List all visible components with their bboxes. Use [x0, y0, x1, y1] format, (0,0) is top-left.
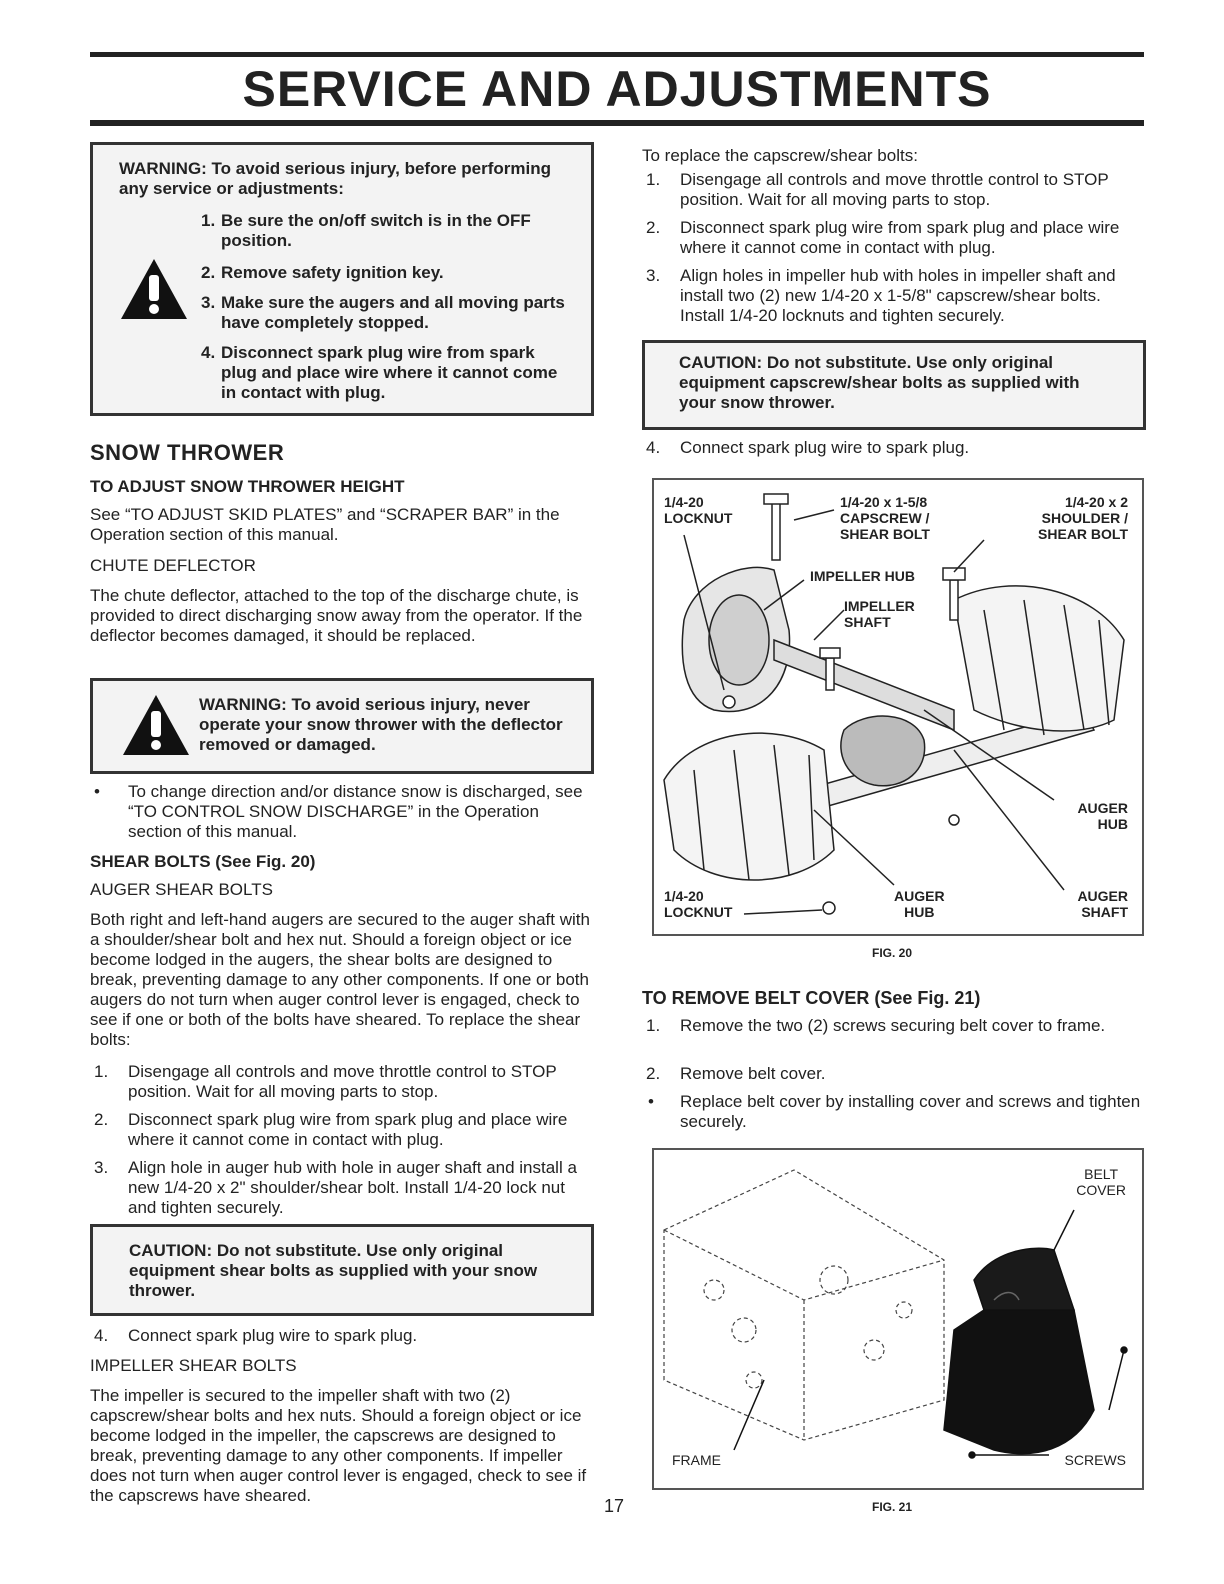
- label-screws: SCREWS: [1064, 1452, 1126, 1468]
- figure-20-caption: FIG. 20: [872, 946, 913, 960]
- impeller-auger-diagram: [654, 480, 1142, 934]
- label-locknut-top: 1/4-20 LOCKNUT: [664, 494, 733, 526]
- heading-shear-bolts: SHEAR BOLTS (See Fig. 20): [90, 852, 316, 871]
- heading-adjust-height: TO ADJUST SNOW THROWER HEIGHT: [90, 477, 405, 496]
- heading-remove-belt-cover: TO REMOVE BELT COVER (See Fig. 21): [642, 988, 981, 1008]
- subheading-impeller-shear-bolts: IMPELLER SHEAR BOLTS: [90, 1356, 297, 1375]
- auger-text: Both right and left-hand augers are secured to the auger shaft with a shoulder/shear bolt and hex nut. Should a foreign object or ice become lodged in the augers, the shear bolts are designed to break, preventing damage to any other components. If one or both augers do not turn when auger control lever is engaged, check to see if one or both of the bolts have sheared. To replace the shear bolts:: [90, 910, 590, 1049]
- label-capscrew: 1/4-20 x 1-5/8 CAPSCREW / SHEAR BOLT: [840, 494, 930, 542]
- label-locknut-bottom: 1/4-20 LOCKNUT: [664, 888, 733, 920]
- caution-box-shear: [90, 1224, 594, 1316]
- capscrew-intro: To replace the capscrew/shear bolts:: [642, 146, 918, 165]
- height-text: See “TO ADJUST SKID PLATES” and “SCRAPER BAR” in the Operation section of this manual.: [90, 505, 560, 544]
- caution-shear-text: CAUTION: Do not substitute. Use only original equipment shear bolts as supplied with your snow thrower.: [129, 1241, 538, 1300]
- warning-box-deflector: [90, 678, 594, 774]
- figure-20: [652, 478, 1144, 936]
- label-shoulder-bolt: 1/4-20 x 2 SHOULDER / SHEAR BOLT: [1038, 494, 1128, 542]
- impeller-text: The impeller is secured to the impeller shaft with two (2) capscrew/shear bolts and hex nuts. Should a foreign object or ice become lodged in the impeller, the capscrews are designed to break, preventing damage to any other components. If impeller does not turn when auger control lever is engaged, check to see if the capscrews have sheared.: [90, 1386, 587, 1505]
- warning-box-service: WARNING: To avoid serious injury, before performing any service or adjustments: 1. Be sure the on/off switch is in the OFF position. 2. Remove safety ignition key. 3. Make sure the augers and all moving parts have completely stopped. 4. Disconnect spark plug wire from spark plug and place wire where it cannot come in contact with plug.: [90, 142, 594, 416]
- section-heading-snow-thrower: SNOW THROWER: [90, 440, 285, 465]
- warning-icon: [121, 693, 191, 757]
- label-frame: FRAME: [672, 1452, 721, 1468]
- heading-chute-deflector: CHUTE DEFLECTOR: [90, 556, 256, 575]
- warning-deflector-text: WARNING: To avoid serious injury, never operate your snow thrower with the deflector removed or damaged.: [199, 695, 563, 754]
- belt-cover-diagram: [654, 1150, 1142, 1488]
- title-rule-bottom: [90, 120, 1144, 126]
- label-impeller-hub: IMPELLER HUB: [810, 568, 915, 584]
- warning-icon: [119, 257, 189, 321]
- figure-21: [652, 1148, 1144, 1490]
- label-belt-cover: BELT COVER: [1076, 1166, 1126, 1198]
- page-title: SERVICE AND ADJUSTMENTS: [242, 61, 992, 117]
- page-number: 17: [604, 1496, 625, 1516]
- label-auger-hub-right: AUGER HUB: [1077, 800, 1128, 832]
- label-auger-shaft: AUGER SHAFT: [1077, 888, 1128, 920]
- figure-21-caption: FIG. 21: [872, 1500, 913, 1514]
- warning-heading: WARNING: To avoid serious injury, before performing any service or adjustments:: [119, 159, 551, 198]
- label-impeller-shaft: IMPELLER SHAFT: [844, 598, 915, 630]
- subheading-auger-shear-bolts: AUGER SHEAR BOLTS: [90, 880, 273, 899]
- title-rule-top: [90, 52, 1144, 57]
- caution-box-capscrew: [642, 340, 1146, 430]
- caution-capscrew-text: CAUTION: Do not substitute. Use only original equipment capscrew/shear bolts as supplied with your snow thrower.: [679, 353, 1080, 412]
- label-auger-hub-bottom: AUGER HUB: [894, 888, 945, 920]
- chute-text: The chute deflector, attached to the top of the discharge chute, is provided to direct discharging snow away from the operator. If the deflector becomes damaged, it should be replaced.: [90, 586, 583, 645]
